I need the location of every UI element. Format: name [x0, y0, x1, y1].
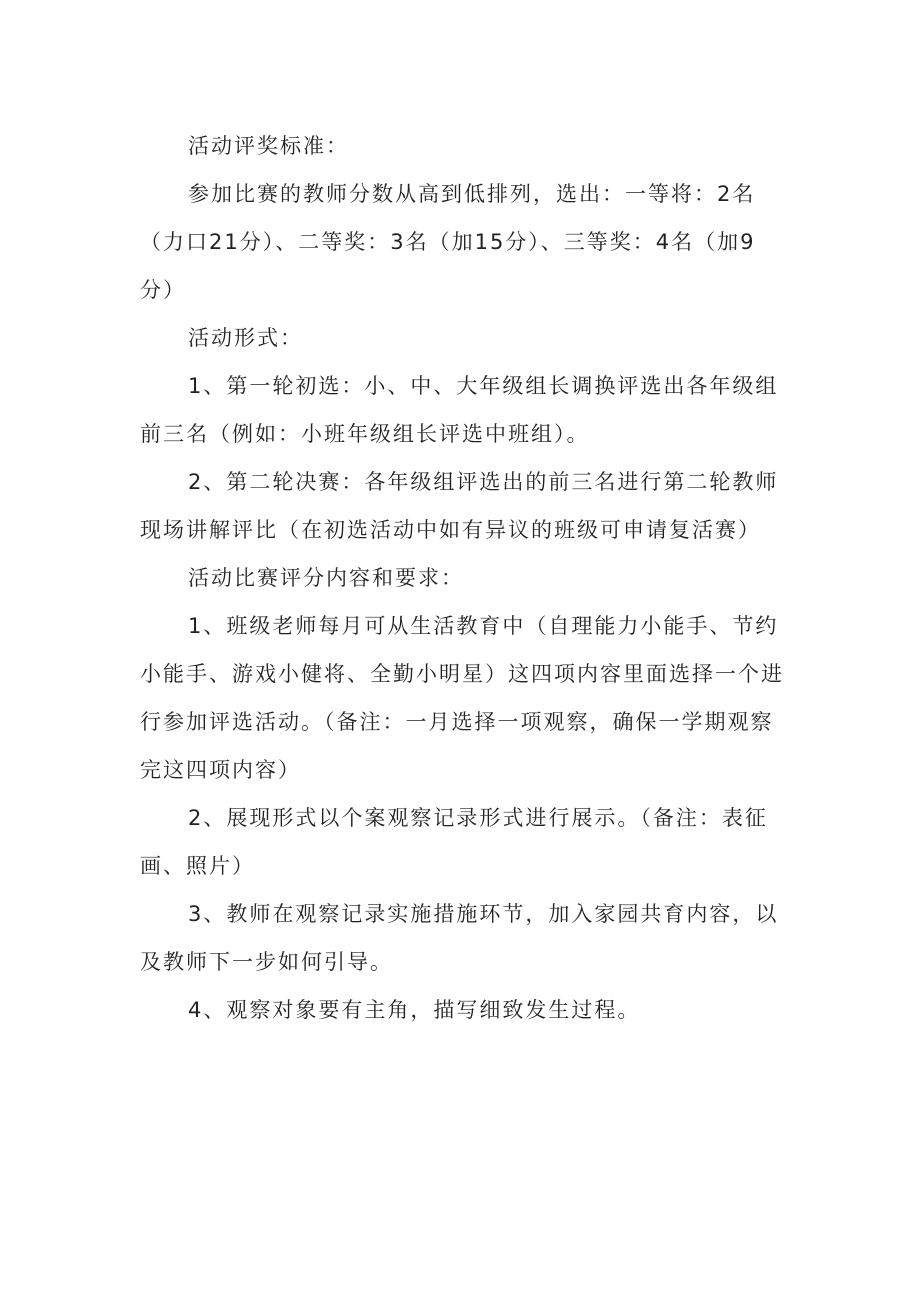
document-body — [140, 122, 786, 1034]
paragraph-second-round: 2、第二轮决赛：各年级组评选出的前三名进行第二轮教师现场讲解评比（在初选活动中如有异议的班级可申请复活赛） — [140, 470, 779, 542]
paragraph-first-round: 1、第一轮初选：小、中、大年级组长调换评选出各年级组前三名（例如：小班年级组长评选中班组）。 — [140, 374, 779, 446]
paragraph-requirement-4: 4、观察对象要有主角，描写细致发生过程。 — [188, 998, 641, 1022]
paragraph-requirement-3: 3、教师在观察记录实施措施环节，加入家园共育内容，以及教师下一步如何引导。 — [140, 902, 779, 974]
paragraph-requirement-1: 1、班级老师每月可从生活教育中（自理能力小能手、节约小能手、游戏小健将、全勤小明星）这四项内容里面选择一个进行参加评选活动。（备注：一月选择一项观察，确保一学期观察完这四项内容） — [140, 614, 784, 782]
paragraph-award-ranking: 参加比赛的教师分数从高到低排列，选出：一等将：2名（力口21分）、二等奖：3名（加15分）、三等奖：4名（加9分） — [140, 182, 756, 302]
heading-activity-format: 活动形式： — [188, 326, 303, 350]
paragraph-requirement-2: 2、展现形式以个案观察记录形式进行展示。（备注：表征画、照片） — [140, 806, 768, 878]
heading-scoring-requirements: 活动比赛评分内容和要求： — [188, 566, 464, 590]
heading-award-criteria: 活动评奖标准： — [188, 134, 349, 158]
